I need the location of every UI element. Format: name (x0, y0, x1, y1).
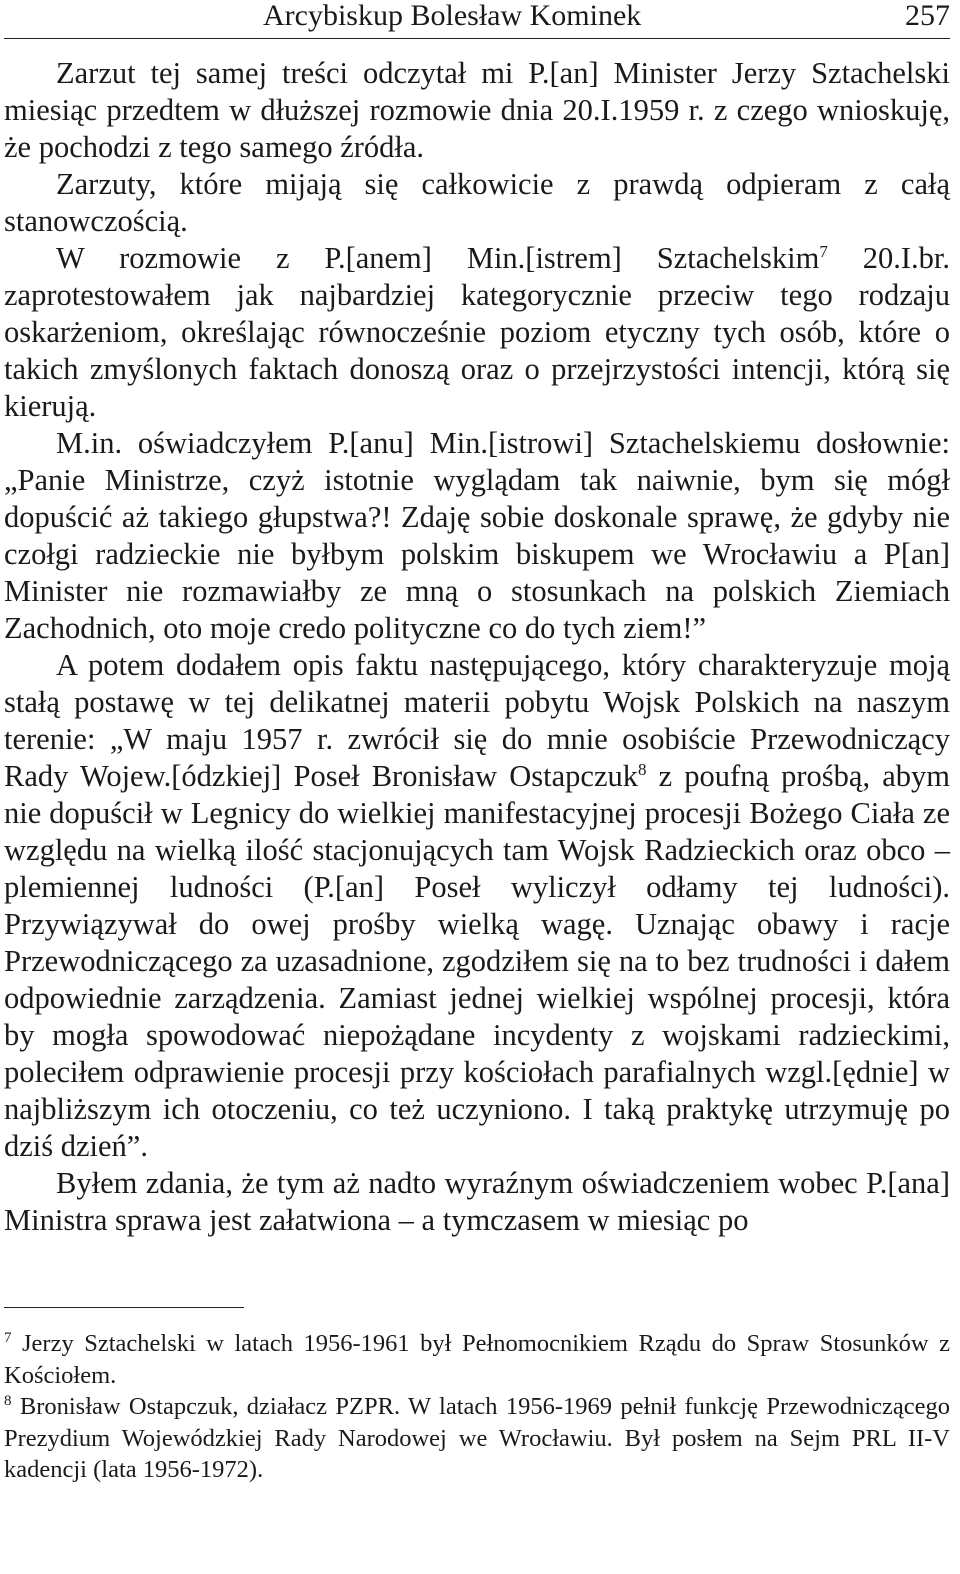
paragraph-text: A potem dodałem opis faktu następującego, który charakteryzuje moją stałą postawę w tej delikatnej materii pobytu Wojsk Polskich na naszym terenie: „W maju 1957 r. zwrócił się do mnie osobiście Przewodniczący Rady Wojew.[ódzkiej] Poseł Bronisław Ostapczuk (4, 648, 950, 793)
page-number: 257 (905, 0, 950, 32)
running-title: Arcybiskup Bolesław Kominek (263, 0, 642, 32)
paragraph-text: 20.I.br. zaprotestowałem jak najbardziej kategorycznie przeciw tego rodzaju oskarżeniom, określając równocześnie poziom etyczny tych osób, które o takich zmyślonych faktach donoszą oraz o przejrzystości intencji, którą się kierują. (4, 241, 950, 423)
footnote-text: Bronisław Ostapczuk, działacz PZPR. W latach 1956-1969 pełnił funkcję Przewodniczącego Prezydium Wojewódzkiej Rady Narodowej we Wrocławiu. Był posłem na Sejm PRL II-V kadencji (lata 1956-1972). (4, 1393, 950, 1483)
footnote-rule (4, 1307, 244, 1308)
document-page (4, 0, 950, 1486)
footnote-ref: 8 (637, 759, 647, 779)
footnote-number: 7 (4, 1329, 12, 1346)
paragraph (4, 240, 950, 425)
paragraph: M.in. oświadczyłem P.[anu] Min.[istrowi] Sztachelskiemu dosłownie: „Panie Ministrze, czyż istotnie wyglądam tak naiwnie, bym się mógł dopuścić aż takiego głupstwa?! Zdaję sobie doskonale sprawę, że gdyby nie czołgi radzieckie nie byłbym polskim biskupem we Wrocławiu a P[an] Minister nie rozmawiałby ze mną o stosunkach na polskich Ziemiach Zachodnich, oto moje credo polityczne co do tych ziem!” (4, 426, 950, 645)
paragraph-text: W rozmowie z P.[anem] Min.[istrem] Sztachelskim (56, 241, 820, 275)
footnote-ref: 7 (819, 241, 828, 261)
footnote (4, 1328, 950, 1391)
footnotes (4, 1328, 950, 1486)
footnote-text: Jerzy Sztachelski w latach 1956-1961 był Pełnomocnikiem Rządu do Spraw Stosunków z Kościołem. (4, 1330, 950, 1389)
header-rule (4, 38, 950, 39)
footnote (4, 1391, 950, 1486)
paragraph: Byłem zdania, że tym aż nadto wyraźnym oświadczeniem wobec P.[ana] Ministra sprawa jest załatwiona – a tymczasem w miesiąc po (4, 1166, 950, 1237)
paragraph (4, 647, 950, 1165)
footnote-number: 8 (4, 1392, 12, 1409)
paragraph-text: z poufną prośbą, abym nie dopuścił w Legnicy do wielkiej manifestacyjnej procesji Bożego Ciała ze względu na wielką ilość stacjonujących tam Wojsk Radzieckich oraz obco – plemiennej ludności (P.[an] Poseł wyliczył odłamy tej ludności). Przywiązywał do owej prośby wielką wagę. Uznając obawy i racje Przewodniczącego za uzasadnione, zgodziłem się na to bez trudności i dałem odpowiednie zarządzenia. Zamiast jednej wielkiej wspólnej procesji, która by mogła spowodować niepożądane incydenty z wojskami radzieckimi, poleciłem odprawienie procesji przy kościołach parafialnych wzgl.[ędnie] w najbliższym ich otoczeniu, co też uczyniono. I taką praktykę utrzymuję po dziś dzień”. (4, 759, 950, 1163)
running-header (4, 0, 950, 38)
paragraph: Zarzut tej samej treści odczytał mi P.[an] Minister Jerzy Sztachelski miesiąc przedtem w dłuższej rozmowie dnia 20.I.1959 r. z czego wnioskuję, że pochodzi z tego samego źródła. (4, 56, 950, 164)
paragraph: Zarzuty, które mijają się całkowicie z prawdą odpieram z całą stanowczością. (4, 167, 950, 238)
main-text (4, 55, 950, 1239)
